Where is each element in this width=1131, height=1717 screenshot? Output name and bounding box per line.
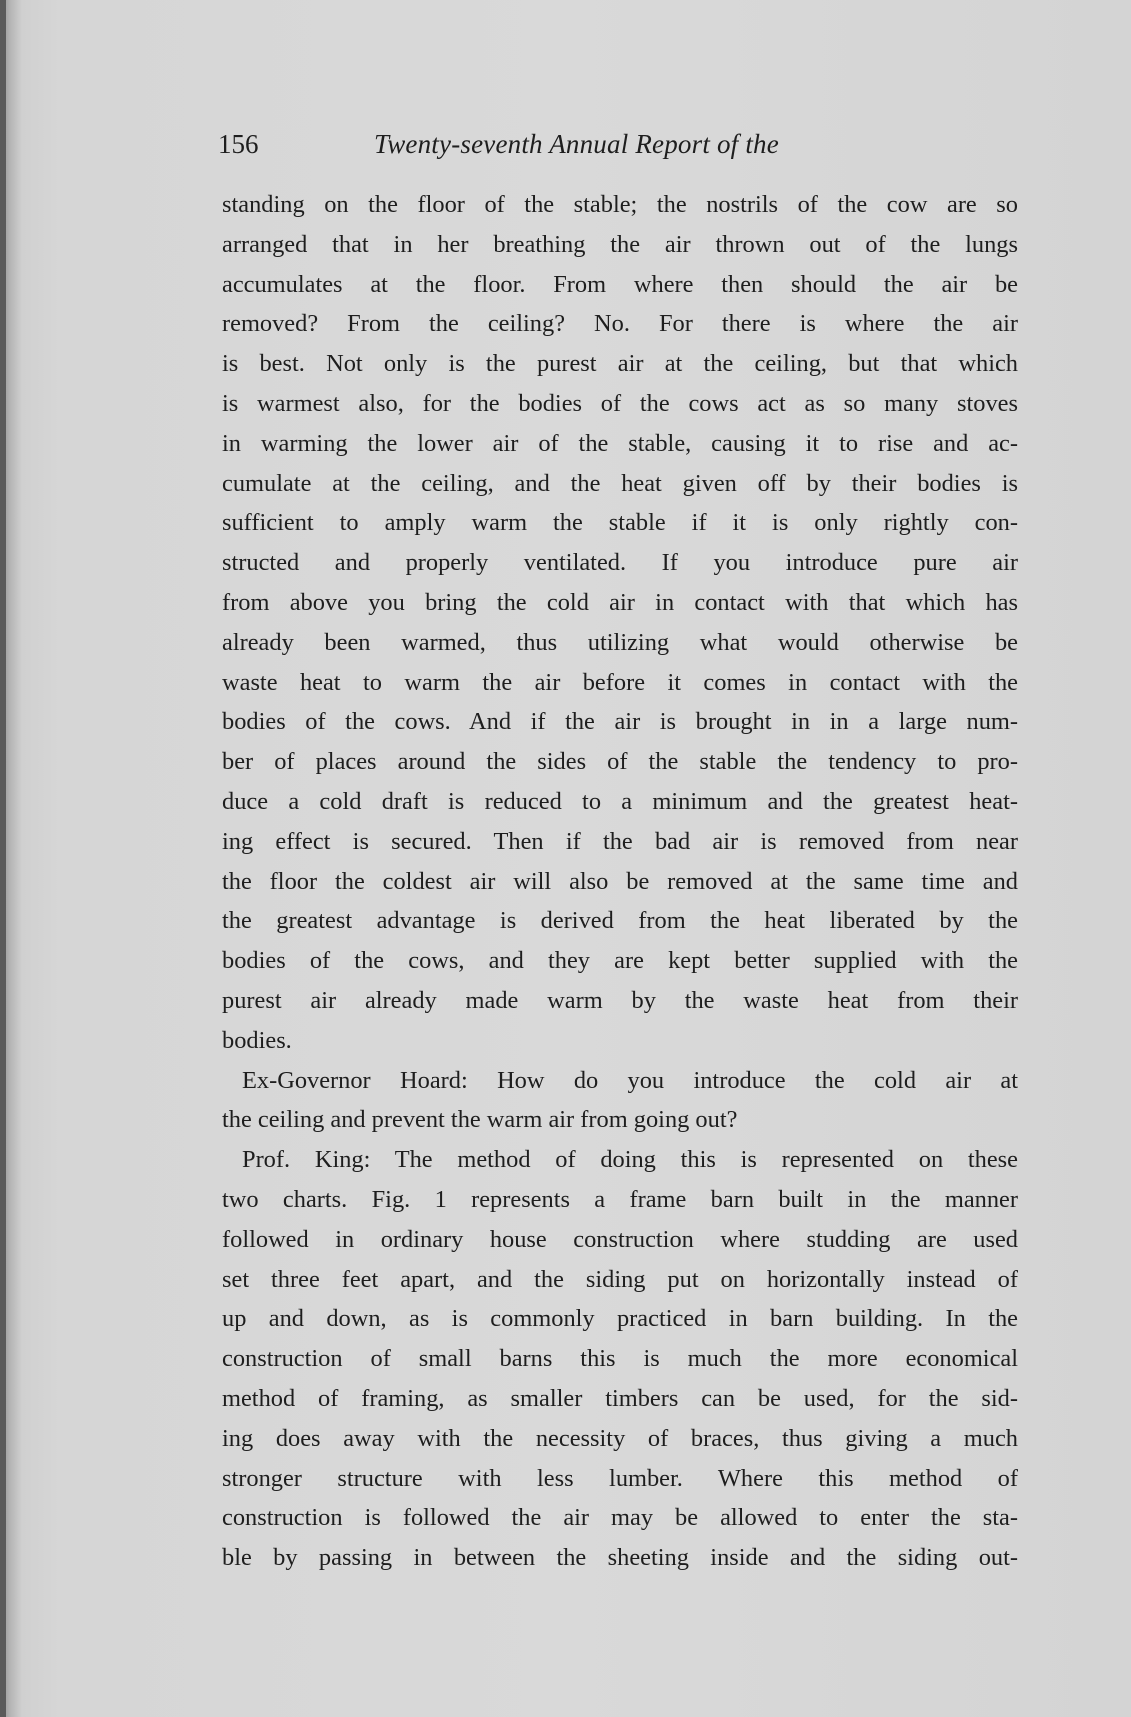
text-line: is warmest also, for the bodies of the cows act as so many stoves xyxy=(222,389,1018,417)
text-line: purest air already made warm by the waste heat from their xyxy=(222,986,1018,1014)
text-line: stronger structure with less lumber. Where this method of xyxy=(222,1464,1018,1492)
text-line: construction of small barns this is much the more economical xyxy=(222,1345,1018,1373)
text-line: arranged that in her breathing the air thrown out of the lungs xyxy=(222,230,1018,258)
text-line: structed and properly ventilated. If you introduce pure air xyxy=(222,549,1018,577)
text-line: in warming the lower air of the stable, causing it to rise and ac- xyxy=(222,429,1018,457)
text-line: method of framing, as smaller timbers can be used, for the sid- xyxy=(222,1384,1018,1412)
paragraph-end-line: the ceiling and prevent the warm air from going out? xyxy=(222,1106,738,1134)
text-line: bodies of the cows. And if the air is brought in in a large num- xyxy=(222,708,1018,736)
text-line: removed? From the ceiling? No. For there is where the air xyxy=(222,310,1018,338)
text-line: ble by passing in between the sheeting inside and the siding out- xyxy=(222,1544,1018,1572)
text-line: ing effect is secured. Then if the bad air is removed from near xyxy=(222,827,1018,855)
text-line: already been warmed, thus utilizing what would otherwise be xyxy=(222,628,1018,656)
text-line: up and down, as is commonly practiced in barn building. In the xyxy=(222,1305,1018,1333)
text-line: construction is followed the air may be allowed to enter the sta- xyxy=(222,1504,1018,1532)
text-line: sufficient to amply warm the stable if it is only rightly con- xyxy=(222,509,1018,537)
text-line: ber of places around the sides of the stable the tendency to pro- xyxy=(222,748,1018,776)
page-number: 156 xyxy=(218,129,259,159)
body-text xyxy=(222,185,1018,1578)
text-line: standing on the floor of the stable; the nostrils of the cow are so xyxy=(222,191,1018,218)
text-line: two charts. Fig. 1 represents a frame barn built in the manner xyxy=(222,1185,1018,1213)
text-line: accumulates at the floor. From where then should the air be xyxy=(222,270,1018,298)
text-line: from above you bring the cold air in contact with that which has xyxy=(222,588,1018,616)
book-spine-edge xyxy=(0,0,6,1717)
speaker-line-hoard: Ex-Governor Hoard: How do you introduce the cold air at xyxy=(242,1066,1018,1094)
text-line: set three feet apart, and the siding put on horizontally instead of xyxy=(222,1265,1018,1293)
text-line: ing does away with the necessity of braces, thus giving a much xyxy=(222,1424,1018,1452)
text-line: duce a cold draft is reduced to a minimum and the greatest heat- xyxy=(222,787,1018,815)
text-line: the greatest advantage is derived from the heat liberated by the xyxy=(222,907,1018,935)
running-title: Twenty-seventh Annual Report of the xyxy=(374,129,779,159)
text-line: bodies of the cows, and they are kept better supplied with the xyxy=(222,947,1018,975)
text-line: followed in ordinary house construction where studding are used xyxy=(222,1225,1018,1253)
running-header xyxy=(218,124,1018,164)
text-line: cumulate at the ceiling, and the heat given off by their bodies is xyxy=(222,469,1018,497)
paragraph-end-line: bodies. xyxy=(222,1026,292,1054)
text-line: the floor the coldest air will also be removed at the same time and xyxy=(222,867,1018,895)
text-line: is best. Not only is the purest air at the ceiling, but that which xyxy=(222,350,1018,378)
text-line: waste heat to warm the air before it comes in contact with the xyxy=(222,668,1018,696)
speaker-line-king: Prof. King: The method of doing this is represented on these xyxy=(242,1146,1018,1174)
